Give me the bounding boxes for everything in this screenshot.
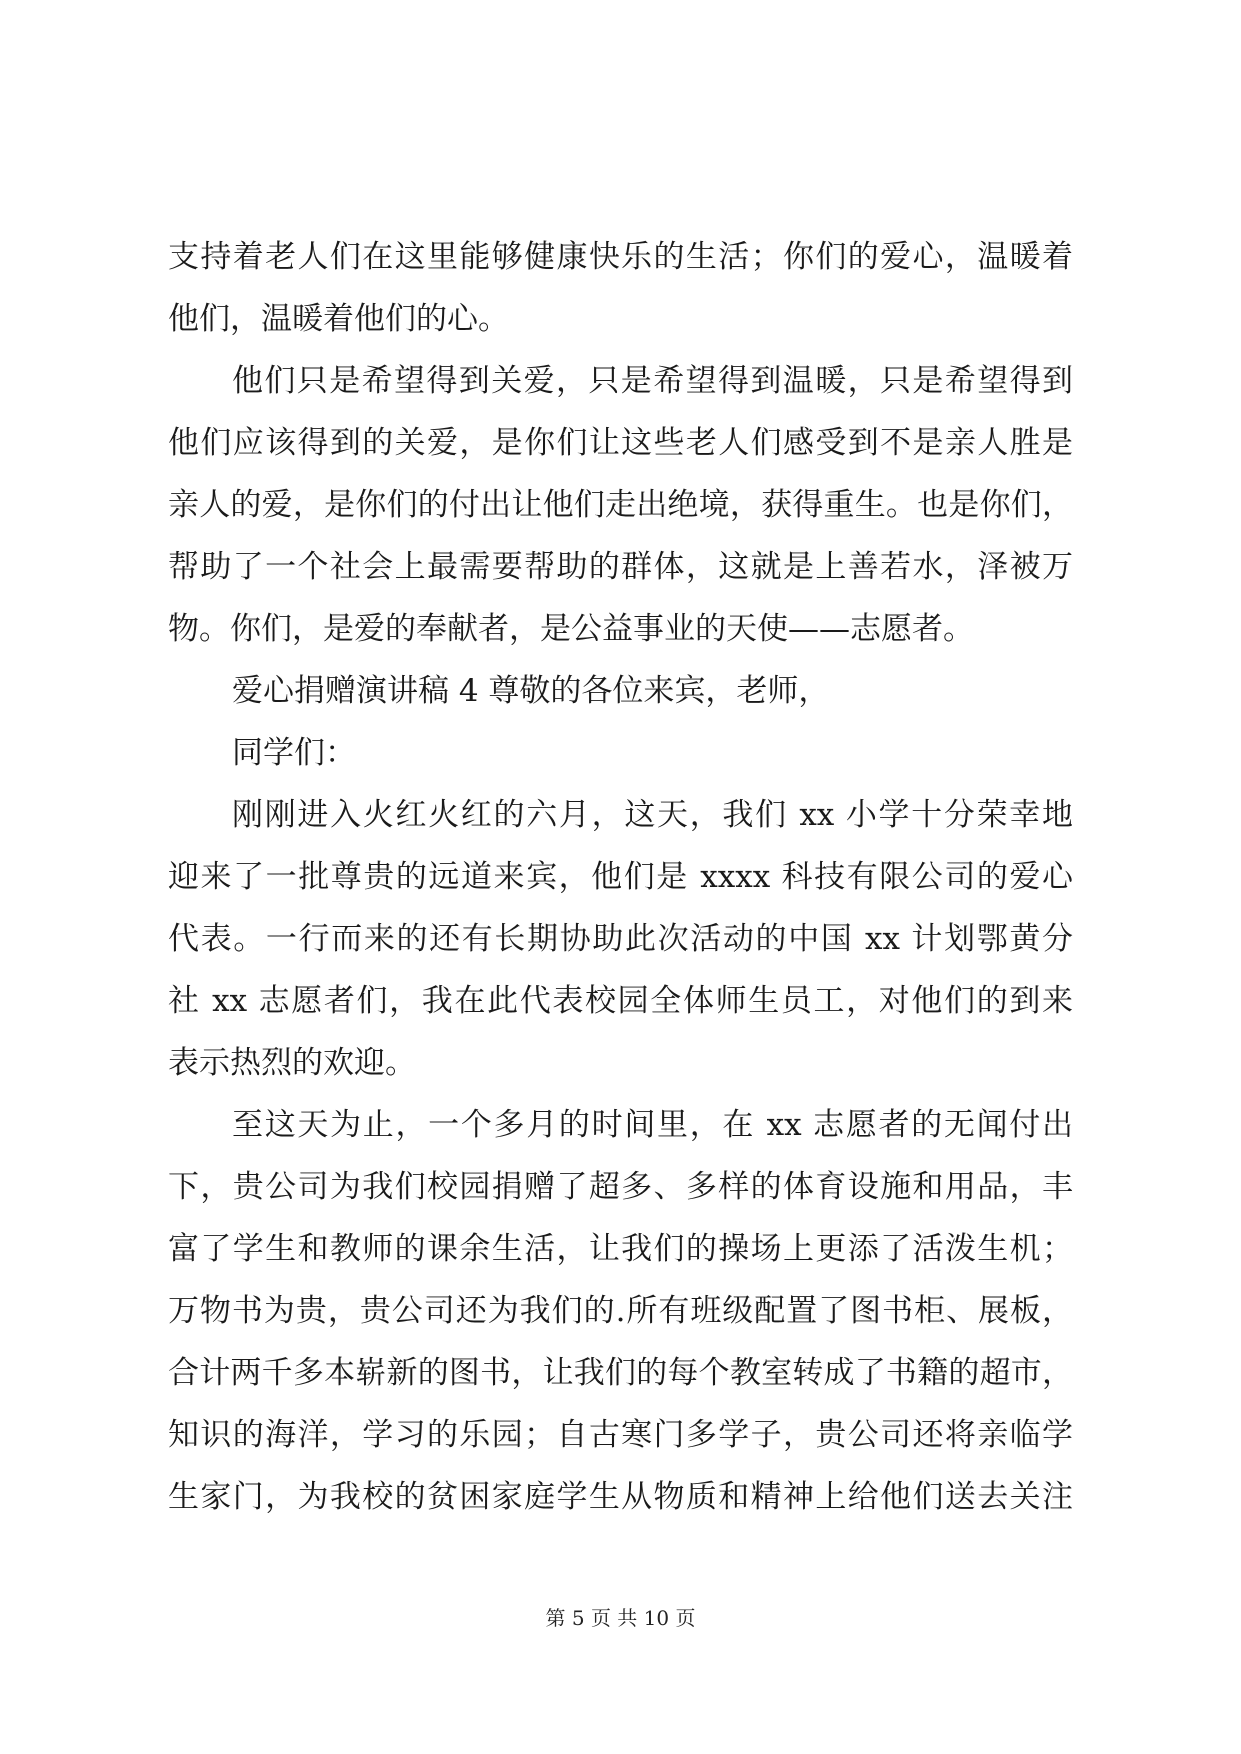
text-line: 迎来了一批尊贵的远道来宾，他们是 xxxx 科技有限公司的爱心 <box>168 859 1073 895</box>
text-line: 下，贵公司为我们校园捐赠了超多、多样的体育设施和用品，丰 <box>168 1169 1073 1205</box>
text-line: 亲人的爱，是你们的付出让他们走出绝境，获得重生。也是你们， <box>168 487 1073 523</box>
document-body <box>168 226 1073 1528</box>
text-line: 同学们： <box>232 735 356 771</box>
text-line: 刚刚进入火红火红的六月，这天，我们 xx 小学十分荣幸地 <box>232 797 1073 833</box>
text-line: 知识的海洋，学习的乐园；自古寒门多学子，贵公司还将亲临学 <box>168 1417 1073 1453</box>
text-line: 富了学生和教师的课余生活，让我们的操场上更添了活泼生机； <box>168 1231 1073 1267</box>
text-line: 物。你们，是爱的奉献者，是公益事业的天使——志愿者。 <box>168 611 974 647</box>
text-line: 社 xx 志愿者们，我在此代表校园全体师生员工，对他们的到来 <box>168 983 1073 1019</box>
text-line: 合计两千多本崭新的图书，让我们的每个教室转成了书籍的超市， <box>168 1355 1073 1391</box>
page-number-footer: 第 5 页 共 10 页 <box>545 1606 696 1630</box>
text-line: 代表。一行而来的还有长期协助此次活动的中国 xx 计划鄂黄分 <box>168 921 1073 957</box>
text-line: 支持着老人们在这里能够健康快乐的生活；你们的爱心，温暖着 <box>168 239 1073 275</box>
text-line: 他们只是希望得到关爱，只是希望得到温暖，只是希望得到 <box>232 363 1073 399</box>
text-line: 爱心捐赠演讲稿 4 尊敬的各位来宾，老师， <box>232 673 830 709</box>
text-line: 帮助了一个社会上最需要帮助的群体，这就是上善若水，泽被万 <box>168 549 1073 585</box>
text-line: 生家门，为我校的贫困家庭学生从物质和精神上给他们送去关注 <box>168 1479 1073 1515</box>
text-line: 表示热烈的欢迎。 <box>168 1045 416 1081</box>
text-line: 他们应该得到的关爱，是你们让这些老人们感受到不是亲人胜是 <box>168 425 1073 461</box>
text-line: 至这天为止，一个多月的时间里，在 xx 志愿者的无闻付出 <box>232 1107 1073 1143</box>
text-line: 他们，温暖着他们的心。 <box>168 301 509 337</box>
text-line: 万物书为贵，贵公司还为我们的.所有班级配置了图书柜、展板， <box>168 1293 1073 1329</box>
